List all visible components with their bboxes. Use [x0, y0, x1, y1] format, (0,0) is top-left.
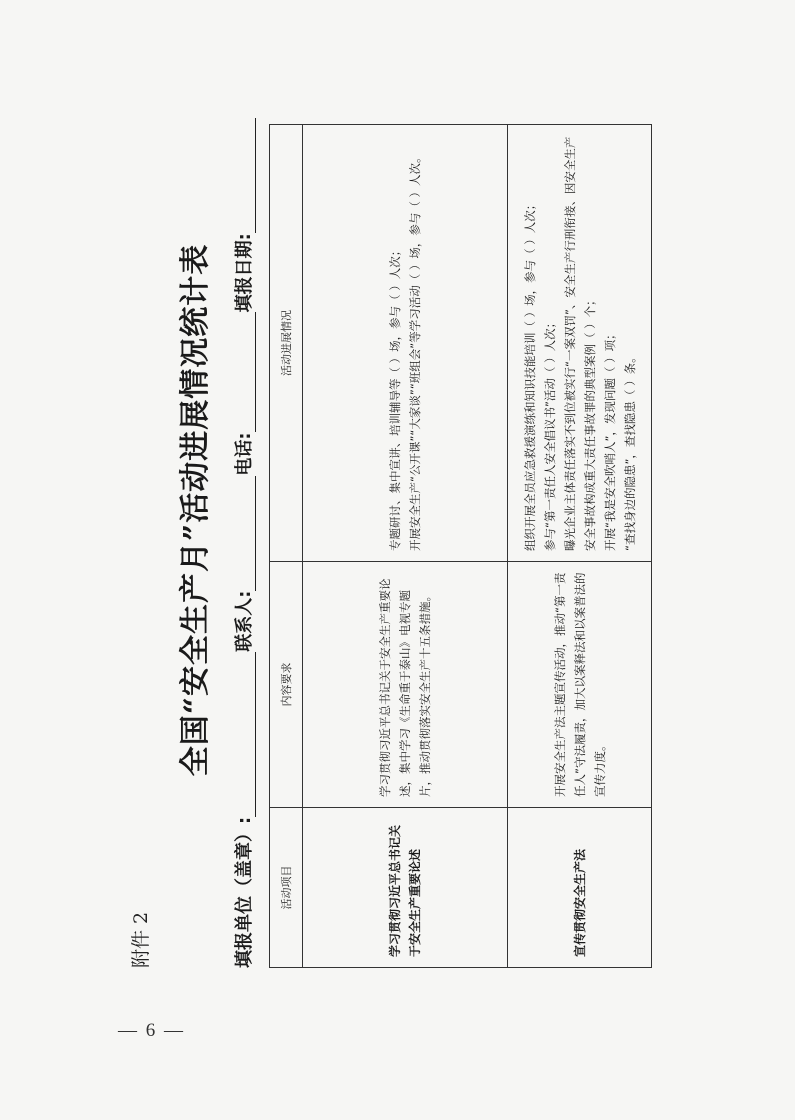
- attachment-label: 附件 2: [130, 911, 152, 968]
- page-title: 全国“安全生产月”活动进展情况统计表: [178, 243, 213, 777]
- header-requirement: 内容要求: [270, 562, 303, 808]
- date-label: 填报日期:: [234, 233, 255, 313]
- header-progress: 活动进展情况: [270, 125, 303, 562]
- row-item: 学习贯彻习近平总书记关于安全生产重要论述: [303, 808, 508, 968]
- contact-blank: [235, 476, 256, 591]
- row-progress: [508, 125, 652, 562]
- progress-line: 开展“我是安全吹哨人”，发现问题（ ）项；: [602, 328, 617, 551]
- statistics-table: [269, 124, 652, 968]
- unit-blank: [235, 652, 256, 817]
- header-item: 活动项目: [270, 808, 303, 968]
- progress-line: 曝光企业主体责任落实不到位被实行“一案双罚”、安全生产行刑衔接、因安全生产安全事故构成重大责任事故罪的典型案例（ ）个；: [562, 136, 597, 551]
- date-blank: [235, 118, 256, 233]
- table-row: [508, 125, 652, 968]
- table-row: [303, 125, 508, 968]
- phone-blank: [235, 312, 256, 432]
- unit-label: 填报单位（盖章）:: [234, 816, 255, 968]
- row-progress: [303, 125, 508, 562]
- progress-line: “查找身边的隐患”，查找隐患（ ）条。: [622, 351, 637, 551]
- row-requirement: 开展安全生产法主题宣传活动，推动“第一责任人”守法履责，加大以案释法和以案普法的宣传力度。: [508, 562, 652, 808]
- progress-line: 参与“第一责任人安全倡议书”活动（ ）人次；: [542, 316, 557, 551]
- page-number: — 6 —: [118, 1020, 185, 1041]
- table-header-row: [270, 125, 303, 968]
- row-item: 宣传贯彻安全生产法: [508, 808, 652, 968]
- progress-line: 专题研讨、集中宣讲、培训辅导等（ ）场，参与（ ）人次；: [388, 244, 402, 551]
- contact-label: 联系人:: [234, 590, 255, 652]
- progress-line: 开展安全生产“公开课”“大家谈”“班组会”等学习活动（ ）场，参与（ ）人次。: [408, 151, 422, 551]
- row-requirement: 学习贯彻习近平总书记关于安全生产重要论述，集中学习《生命重于泰山》电视专题片，推动贯彻落实安全生产十五条措施。: [303, 562, 508, 808]
- progress-line: 组织开展全员应急救援演练和知识技能培训（ ）场，参与（ ）人次；: [522, 198, 537, 551]
- report-info-line: [230, 108, 256, 968]
- phone-label: 电话:: [234, 432, 255, 476]
